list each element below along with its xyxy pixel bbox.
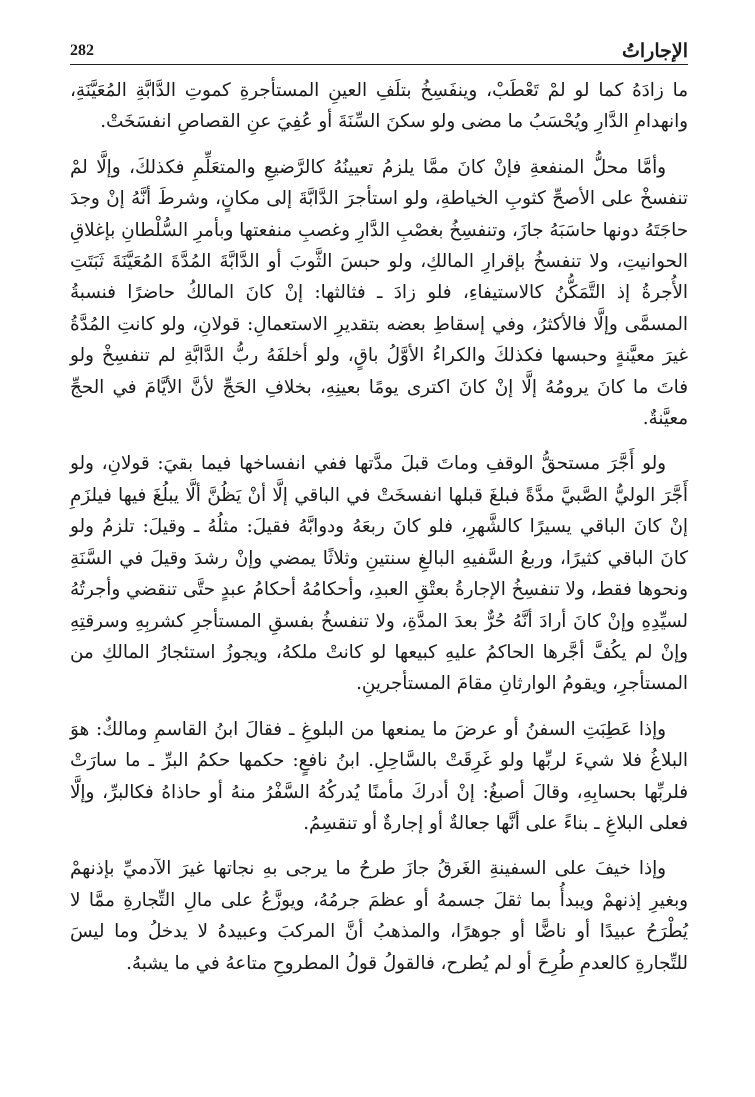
page-number: 282 bbox=[70, 42, 94, 59]
running-title: الإجاراتُ bbox=[622, 40, 688, 62]
paragraph-jettison: وإذا خيفَ على السفينةِ الغَرقُ جازَ طرحُ ما يرجى بهِ نجاتها غيرَ الآدميِّ بإذنهمْ وبغيرِ إذنهمْ ويبدأُ بما ثقلَ جسمهُ أو عظمَ جرمُهُ، ويوزَّعُ على مالِ التِّجارةِ ممَّا لا يُطْرَحُ عبيدًا أو ناضًّا أو جوهرًا، والمذهبُ أنَّ المركبَ وعبيدهُ لا يدخلُ وما ليسَ للتِّجارةِ كالعدمِ طُرِحَ أو لم يُطرح، فالقولُ قولُ المطروحِ متاعهُ في ما يشبهُ. bbox=[70, 858, 688, 974]
paragraph-place-of-benefit: وأمَّا محلُّ المنفعةِ فإنْ كانَ ممَّا يلزمُ تعيينُهُ كالرَّضيعِ والمتعَلِّمِ فكذلكَ، وإلَّا لمْ تنفسخْ على الأصحِّ كثوبِ الخياطةِ، ولو استأجرَ الدَّابَّةَ إلى مكانٍ، وشرطَ أنَّهُ إنْ وجدَ حاجَتَهُ دونها حاسَبَهُ جازَ، وتنفسِخُ بغصْبِ الدَّارِ وغصبِ منفعتها وبأمرِ السُّلْطانِ بإغلاقِ الحوانيتِ، ولا تنفسخُ بإقرارِ المالكِ، ولو حبسَ الثَّوبَ أو الدَّابَّةَ المُدَّةَ المُعَيَّنَةَ ثَبَتَتِ الأُجرةُ إذ التَّمَكُّنُ كالاستيفاءِ، فلو زادَ ـ فثالثها: إنْ كانَ المالكُ حاضرًا فنسبةُ المسمَّى وإلَّا فالأكثرُ، وفي إسقاطِ بعضه بتقديرِ الاستعمالِ: قولانِ، ولو كانتِ المُدَّةُ غيرَ معيَّنةٍ وحبسها فكذلكَ والكراءُ الأوَّلُ باقٍ، ولو أخلفَهُ ربُّ الدَّابَّةِ لم تنفسِخْ ولو فاتَ ما كانَ يرومُهُ إلَّا إنْ كانَ اكترى يومًا بعينِهِ، بخلافِ الحَجِّ لأنَّ الأيَّامَ في الحجِّ معيَّنةٌ. bbox=[70, 156, 688, 430]
book-page bbox=[70, 38, 688, 993]
page-header bbox=[70, 38, 688, 65]
paragraph-damaged-ships: وإذا عَطِبَتِ السفنُ أو عرضَ ما يمنعها من البلوغِ ـ فقالَ ابنُ القاسمِ ومالكٌ: هوَ البلاغُ فلا شيءَ لربِّها ولو غَرِقَتْ بالسَّاحِلِ. ابنُ نافعٍ: حكمها حكمُ البرِّ ـ ما سارَتْ فلربِّها بحسابِهِ، وقالَ أصبغُ: إنْ أدركَ مأمنًا يُدركُهُ السَّفْرُ منهُ أو حاذاهُ فكالبرِّ، وإلَّا فعلى البلاغِ ـ بناءً على أنَّها جعالةٌ أو إجارةٌ أو تنقسِمُ. bbox=[70, 718, 688, 834]
paragraph-continuation: ما زادَهُ كما لو لمْ تَعْطَبْ، وينفَسِخُ بتلَفِ العينِ المستأجرةِ كموتِ الدَّابَّةِ المُعَيَّنَةِ، وانهدامِ الدَّارِ ويُحْسَبُ ما مضى ولو سكنَ السِّنَةَ أو عُفِيَ عنِ القصاصِ انفسَخَتْ. bbox=[70, 80, 688, 133]
paragraph-waqf-lease: ولو أَجَّرَ مستحقُّ الوقفِ وماتَ قبلَ مدَّتها ففي انفساخها فيما بقيَ: قولانِ، ولو أَجَّرَ الوليُّ الصَّبيَّ مدَّةً فبلغَ قبلها انفسخَتْ في الباقي إلَّا أنْ يَظُنَّ ألَّا يبلُغَ فيها فيلزَمِ إنْ كانَ الباقي يسيرًا كالشَّهرِ، فلو كانَ ربعَهُ ودوابَّهُ فقيلَ: مثلُهُ ـ وقيلَ: تلزمُ ولو كانَ الباقي كثيرًا، وربعُ السَّفيهِ البالغِ سنتينِ وثلاثًا يمضي وإنْ رشدَ وقيلَ في السَّنَةِ ونحوها فقط، ولا تنفسِخُ الإجارةُ بعتْقِ العبدِ، وأحكامُهُ أحكامُ عبدٍ حتَّى تنقضي وأجرتُهُ لسيِّدِهِ وإنْ كانَ أرادَ أنَّهُ حُرٌّ بعدَ المدَّةِ، ولا تنفسخُ بفسقِ المستأجرِ كشربِهِ وسرقتِهِ وإنْ لم يكُفَّ أجَّرها الحاكمُ عليهِ كبيعها لو كانتْ ملكهُ، ويجوزُ استئجارُ المالكِ من المستأجرِ، ويقومُ الوارثانِ مقامَ المستأجرينِ. bbox=[70, 453, 688, 695]
